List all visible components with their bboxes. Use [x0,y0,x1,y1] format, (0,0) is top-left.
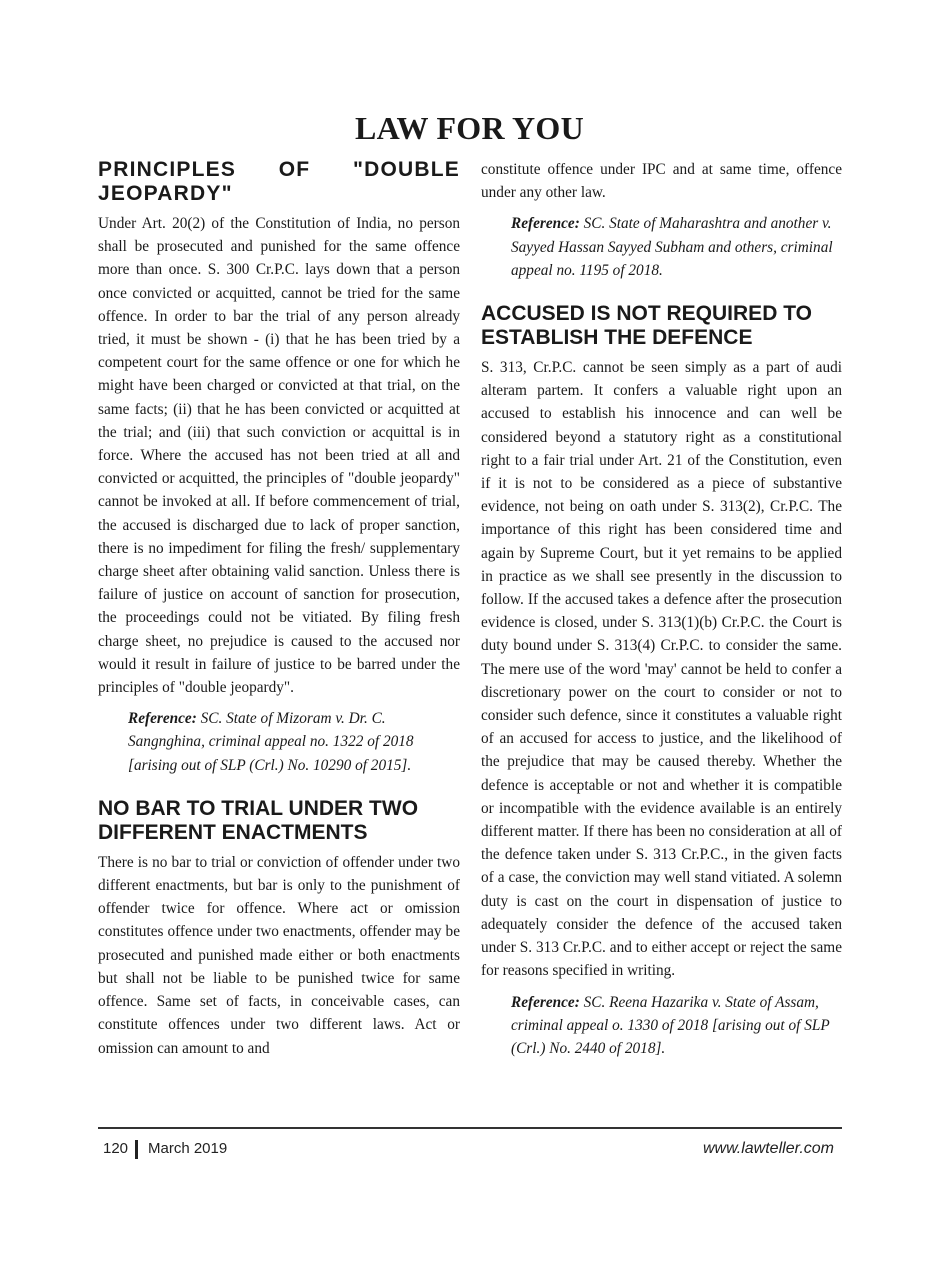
section-heading-two-enactments: NO BAR TO TRIAL UNDER TWO DIFFERENT ENACTMENTS [98,796,419,844]
section-body-accused-defence: S. 313, Cr.P.C. cannot be seen simply as a part of audi alteram partem. It confers a valuable right upon an accused to establish his innocence and can well be considered beyond a statutory right as a constitutional right to a fair trial under Art. 21 of the Constitution, even if it is not to be considered as a piece of substantive evidence, not being on oath under S. 313(2), Cr.P.C. The importance of this right has been considered time and again by Supreme Court, but it yet remains to be applied in practice as we shall see presently in the discussion to follow. If the accused takes a defence after the prosecution evidence is closed, under S. 313(1)(b) Cr.P.C. the Court is duty bound under S. 313(4) Cr.P.C. to consider the same. The mere use of the word 'may' cannot be held to confer a discretionary power on the court to consider or not to consider such defence, since it constitutes a valuable right of an accused for access to justice, and the likelihood of the prejudice that may be caused thereby. Whether the defence is acceptable or not and whether it is compatible or incompatible with the evidence available is an entirely different matter. If there has been no consideration at all of the defence taken under S. 313 Cr.P.C., in the given facts of a case, the conviction may well stand vitiated. A solemn duty is cast on the court in dispensation of justice to adequately consider the defence of the accused taken under S. 313 Cr.P.C. and to either accept or reject the same for reasons specified in writing. [481,359,842,980]
section-body-two-enactments-continued: constitute offence under IPC and at same time, offence under any other law. [481,161,842,202]
reference-text: SC. Reena Hazarika v. State of Assam, criminal appeal o. 1330 of 2018 [arising out of SLP (Crl.) No. 2440 of 2018]. [511,993,830,1057]
section-heading-double-jeopardy: PRINCIPLES OF "DOUBLE JEOPARDY" [98,158,460,205]
section-body-two-enactments: There is no bar to trial or conviction of offender under two different enactments, but bar is only to the punishment of offender twice for offence. Where act or omission constitutes offence under two enactments, offender may be prosecuted and punished made either or both enactments but shall not be liable to be punished twice for same offence. Same set of facts, in conceivable cases, can constitute offences under two different laws. Act or omission can amount to and [98,853,460,1057]
reference-label: Reference: [511,993,580,1011]
website-link[interactable]: www.lawteller.com [703,1140,834,1157]
right-column [481,158,842,1060]
left-column [98,158,460,1060]
page-number: 120 [103,1140,129,1157]
reference-double-jeopardy [128,707,460,777]
page-title: LAW FOR YOU [354,110,585,146]
footer-divider [98,1127,842,1129]
issue-date: March 2019 [148,1140,228,1157]
section-body-double-jeopardy: Under Art. 20(2) of the Constitution of India, no person shall be prosecuted and punished for the same offence more than once. S. 300 Cr.P.C. lays down that a person once convicted or acquitted, cannot be tried for the same offence. In order to bar the trial of any person already tried, it must be shown - (i) that he has been tried by a competent court for the same offence or one for which he might have been charged or convicted at that trial, on the same facts; (ii) that he has been convicted or acquitted at the trial; and (iii) that such conviction or acquittal is in force. Where the accused has not been tried at all and convicted or acquitted, the principles of "double jeopardy" cannot be invoked at all. If before commencement of trial, the accused is discharged due to lack of proper sanction, there is no impediment for filing the fresh/ supplementary charge sheet after obtaining valid sanction. Unless there is failure of justice on account of sanction for prosecution, the proceedings could not be vitiated. By filing fresh charge sheet, no prejudice is caused to the accused nor would it result in failure of justice to be barred under the principles of "double jeopardy". [98,215,460,697]
reference-text: SC. State of Mizoram v. Dr. C. Sangnghina, criminal appeal no. 1322 of 2018 [arising out of SLP (Crl.) No. 10290 of 2015]. [128,710,414,774]
reference-label: Reference: [511,215,580,233]
reference-text: SC. State of Maharashtra and another v. Sayyed Hassan Sayyed Subham and others, criminal appeal no. 1195 of 2018. [511,215,833,279]
section-heading-accused-defence: ACCUSED IS NOT REQUIRED TO ESTABLISH THE DEFENCE [481,302,812,350]
reference-label: Reference: [128,710,197,728]
reference-accused-defence [511,991,842,1061]
page-footer [98,1140,842,1162]
footer-separator [135,1140,138,1159]
reference-two-enactments [511,212,842,282]
